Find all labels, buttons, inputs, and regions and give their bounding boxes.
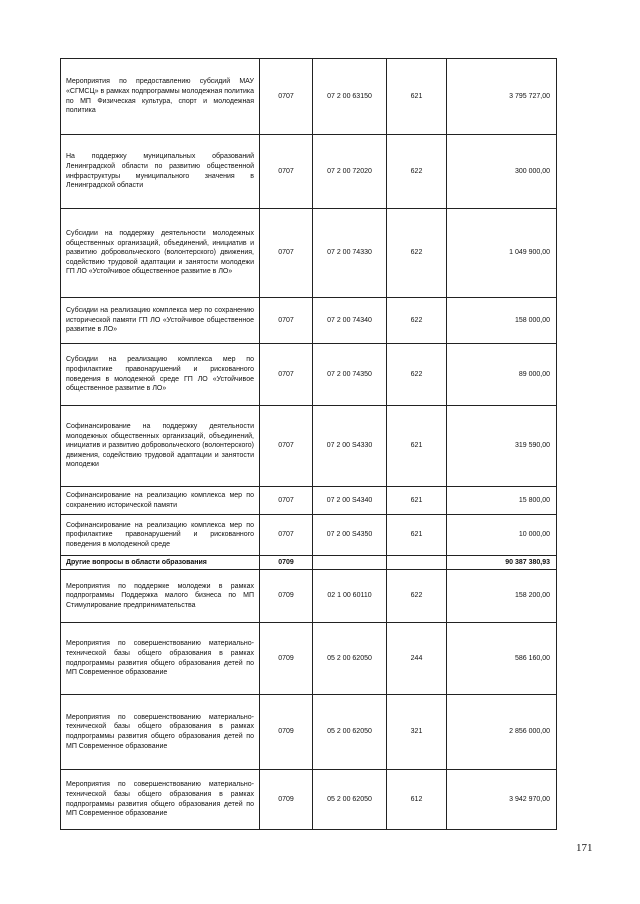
row-amount: 1 049 900,00 [447, 209, 557, 298]
row-amount: 158 000,00 [447, 298, 557, 344]
row-expense-type: 622 [387, 135, 447, 209]
table-row [61, 344, 557, 406]
row-expense-type: 321 [387, 695, 447, 770]
row-target-code: 07 2 00 72020 [313, 135, 387, 209]
row-amount: 90 387 380,93 [447, 556, 557, 570]
row-target-code: 07 2 00 S4340 [313, 487, 387, 515]
row-section-code: 0709 [260, 570, 313, 623]
row-expense-type: 621 [387, 515, 447, 556]
row-target-code: 02 1 00 60110 [313, 570, 387, 623]
row-target-code: 07 2 00 63150 [313, 59, 387, 135]
row-expense-type: 621 [387, 487, 447, 515]
table-row [61, 135, 557, 209]
row-target-code: 07 2 00 74350 [313, 344, 387, 406]
row-section-code: 0709 [260, 770, 313, 830]
row-description: Другие вопросы в области образования [61, 556, 260, 570]
row-amount: 319 590,00 [447, 406, 557, 487]
row-amount: 89 000,00 [447, 344, 557, 406]
row-description: Софинансирование на поддержку деятельности молодежных общественных организаций, объединений, инициатив и развитию добровольческого (волонтерского) движения, содействию трудовой адаптации и занятости молодежи [61, 406, 260, 487]
row-target-code: 07 2 00 S4350 [313, 515, 387, 556]
row-expense-type: 621 [387, 59, 447, 135]
row-amount: 158 200,00 [447, 570, 557, 623]
row-section-code: 0707 [260, 59, 313, 135]
row-expense-type: 621 [387, 406, 447, 487]
row-description: Мероприятия по совершенствованию материально-технической базы общего образования в рамках подпрограммы развития общего образования детей по МП Современное образование [61, 695, 260, 770]
row-expense-type: 612 [387, 770, 447, 830]
row-expense-type [387, 556, 447, 570]
row-section-code: 0707 [260, 406, 313, 487]
table-row [61, 515, 557, 556]
table-row [61, 406, 557, 487]
table-row [61, 623, 557, 695]
table-row [61, 209, 557, 298]
row-target-code: 05 2 00 62050 [313, 695, 387, 770]
row-description: Субсидии на поддержку деятельности молодежных общественных организаций, объединений, инициатив и развитию добровольческого (волонтерского) движения, содействию трудовой адаптации и занятости молодежи ГП ЛО «Устойчивое общественное развитие в ЛО» [61, 209, 260, 298]
table-row [61, 770, 557, 830]
budget-table [60, 58, 557, 830]
row-target-code: 07 2 00 S4330 [313, 406, 387, 487]
row-amount: 586 160,00 [447, 623, 557, 695]
row-description: Мероприятия по предоставлению субсидий МАУ «СГМСЦ» в рамках подпрограммы молодежная политика по МП Физическая культура, спорт и молодежная политика [61, 59, 260, 135]
row-description: Мероприятия по совершенствованию материально-технической базы общего образования в рамках подпрограммы развития общего образования детей по МП Современное образование [61, 623, 260, 695]
table-row [61, 487, 557, 515]
budget-table-body [61, 59, 557, 830]
row-amount: 3 795 727,00 [447, 59, 557, 135]
row-amount: 2 856 000,00 [447, 695, 557, 770]
row-amount: 10 000,00 [447, 515, 557, 556]
row-section-code: 0707 [260, 487, 313, 515]
table-row [61, 570, 557, 623]
page-number: 171 [576, 842, 593, 854]
row-target-code: 05 2 00 62050 [313, 623, 387, 695]
row-section-code: 0709 [260, 695, 313, 770]
table-row [61, 695, 557, 770]
row-amount: 300 000,00 [447, 135, 557, 209]
row-section-code: 0707 [260, 209, 313, 298]
row-description: Софинансирование на реализацию комплекса мер по сохранению исторической памяти [61, 487, 260, 515]
row-description: Мероприятия по совершенствованию материально-технической базы общего образования в рамках подпрограммы развития общего образования детей по МП Современное образование [61, 770, 260, 830]
row-description: Мероприятия по поддержке молодежи в рамках подпрограммы Поддержка малого бизнеса по МП Стимулирование предпринимательства [61, 570, 260, 623]
row-expense-type: 244 [387, 623, 447, 695]
table-row [61, 298, 557, 344]
row-description: Субсидии на реализацию комплекса мер по профилактике правонарушений и рискованного поведения в молодежной среде ГП ЛО «Устойчивое общественное развитие в ЛО» [61, 344, 260, 406]
row-section-code: 0707 [260, 135, 313, 209]
row-target-code: 07 2 00 74330 [313, 209, 387, 298]
row-section-code: 0707 [260, 298, 313, 344]
row-description: На поддержку муниципальных образований Ленинградской области по развитию общественной инфраструктуры муниципального значения в Ленинградской области [61, 135, 260, 209]
row-target-code [313, 556, 387, 570]
row-expense-type: 622 [387, 298, 447, 344]
row-section-code: 0707 [260, 344, 313, 406]
row-target-code: 07 2 00 74340 [313, 298, 387, 344]
row-expense-type: 622 [387, 344, 447, 406]
row-section-code: 0709 [260, 556, 313, 570]
row-amount: 15 800,00 [447, 487, 557, 515]
row-amount: 3 942 970,00 [447, 770, 557, 830]
row-section-code: 0707 [260, 515, 313, 556]
row-section-code: 0709 [260, 623, 313, 695]
row-description: Субсидии на реализацию комплекса мер по сохранению исторической памяти ГП ЛО «Устойчивое общественное развитие в ЛО» [61, 298, 260, 344]
row-expense-type: 622 [387, 209, 447, 298]
table-row [61, 59, 557, 135]
row-description: Софинансирование на реализацию комплекса мер по профилактике правонарушений и рискованного поведения в молодежной среде [61, 515, 260, 556]
table-row-section-total [61, 556, 557, 570]
row-expense-type: 622 [387, 570, 447, 623]
row-target-code: 05 2 00 62050 [313, 770, 387, 830]
